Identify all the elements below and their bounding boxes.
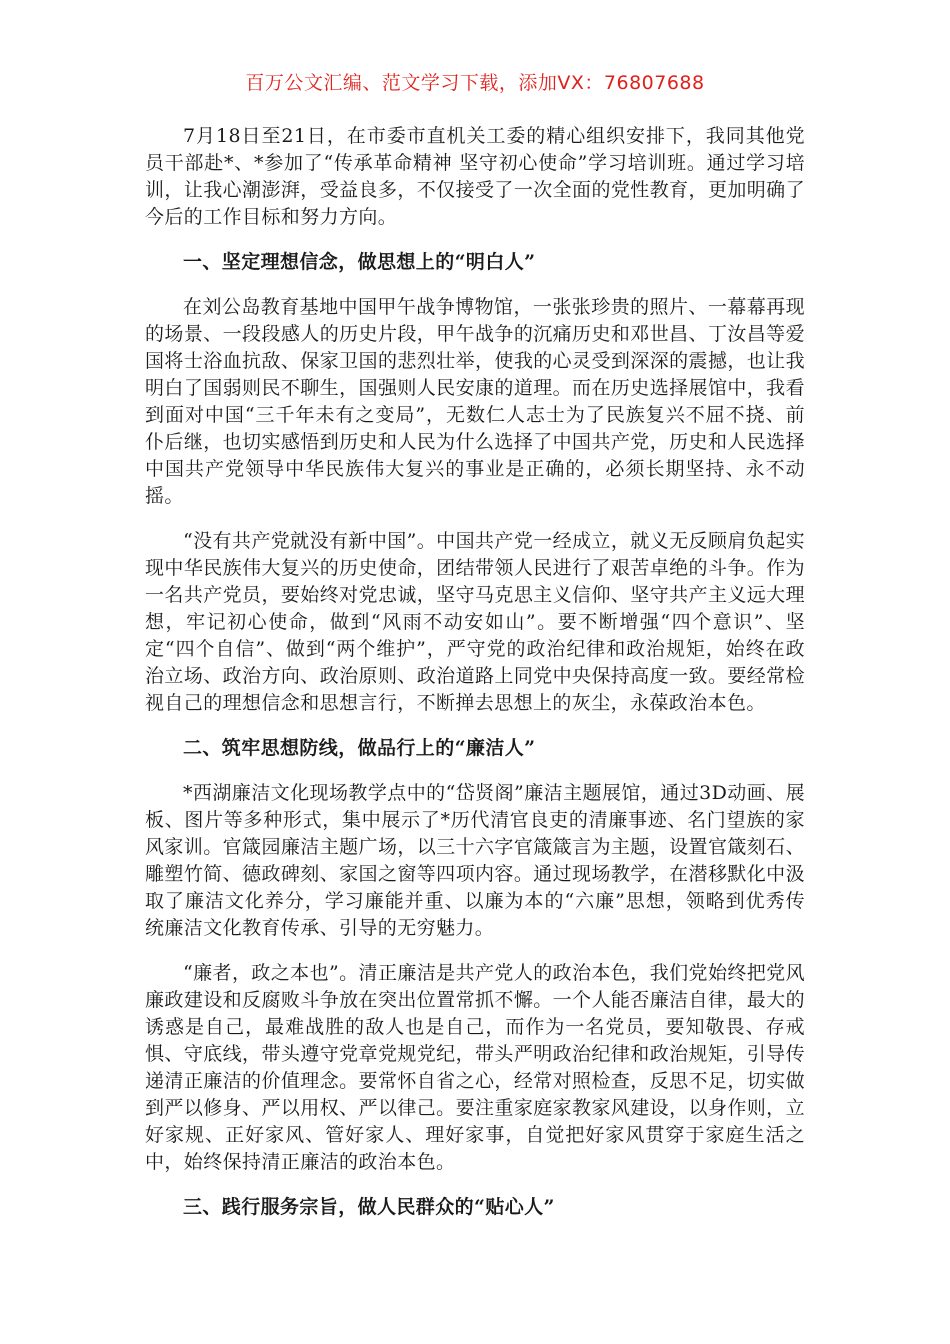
watermark-header: 百万公文汇编、范文学习下载，添加VX：76807688 — [245, 72, 705, 94]
section-2-paragraph-1: *西湖廉洁文化现场教学点中的“岱贤阁”廉洁主题展馆，通过3D动画、展板、图片等多种形式，集中展示了*历代清官良吏的清廉事迹、名门望族的家风家训。官箴园廉洁主题广场，以三十六字官箴箴言为主题，设置官箴刻石、雕塑竹简、德政碑刻、家国之窗等四项内容。通过现场教学，在潜移默化中汲取了廉洁文化养分，学习廉能并重、以廉为本的“六廉”思想，领略到优秀传统廉洁文化教育传承、引导的无穷魅力。 — [145, 782, 805, 939]
section-3-heading: 三、践行服务宗旨，做人民群众的“贴心人” — [183, 1196, 555, 1218]
section-1-paragraph-2: “没有共产党就没有新中国”。中国共产党一经成立，就义无反顾肩负起实现中华民族伟大复兴的历史使命，团结带领人民进行了艰苦卓绝的斗争。作为一名共产党员，要始终对党忠诚，坚守马克思主义信仰、坚守共产主义远大理想，牢记初心使命，做到“风雨不动安如山”。要不断增强“四个意识”、坚定“四个自信”、做到“两个维护”，严守党的政治纪律和政治规矩，始终在政治立场、政治方向、政治原则、政治道路上同党中央保持高度一致。要经常检视自己的理想信念和思想言行，不断掸去思想上的灰尘，永葆政治本色。 — [145, 530, 805, 714]
section-2-heading: 二、筑牢思想防线，做品行上的“廉洁人” — [183, 737, 536, 759]
document-body — [145, 123, 805, 1239]
section-1-paragraph-1: 在刘公岛教育基地中国甲午战争博物馆，一张张珍贵的照片、一幕幕再现的场景、一段段感人的历史片段，甲午战争的沉痛历史和邓世昌、丁汝昌等爱国将士浴血抗敌、保家卫国的悲烈壮举，使我的心灵受到深深的震撼，也让我明白了国弱则民不聊生，国强则人民安康的道理。而在历史选择展馆中，我看到面对中国“三千年未有之变局”，无数仁人志士为了民族复兴不屈不挠、前仆后继，也切实感悟到历史和人民为什么选择了中国共产党，历史和人民选择中国共产党领导中华民族伟大复兴的事业是正确的，必须长期坚持、永不动摇。 — [145, 296, 805, 507]
intro-paragraph: 7月18日至21日，在市委市直机关工委的精心组织安排下，我同其他党员干部赴*、*参加了“传承革命精神 坚守初心使命”学习培训班。通过学习培训，让我心潮澎湃，受益良多，不仅接受了一次全面的党性教育，更加明确了今后的工作目标和努力方向。 — [145, 125, 805, 228]
section-2-paragraph-2: “廉者，政之本也”。清正廉洁是共产党人的政治本色，我们党始终把党风廉政建设和反腐败斗争放在突出位置常抓不懈。一个人能否廉洁自律，最大的诱惑是自己，最难战胜的敌人也是自己，而作为一名党员，要知敬畏、存戒惧、守底线，带头遵守党章党规党纪，带头严明政治纪律和政治规矩，引导传递清正廉洁的价值理念。要常怀自省之心，经常对照检查，反思不足，切实做到严以修身、严以用权、严以律己。要注重家庭家教家风建设，以身作则，立好家规、正好家风、管好家人、理好家事，自觉把好家风贯穿于家庭生活之中，始终保持清正廉洁的政治本色。 — [145, 962, 805, 1173]
section-1-heading: 一、坚定理想信念，做思想上的“明白人” — [183, 251, 536, 273]
